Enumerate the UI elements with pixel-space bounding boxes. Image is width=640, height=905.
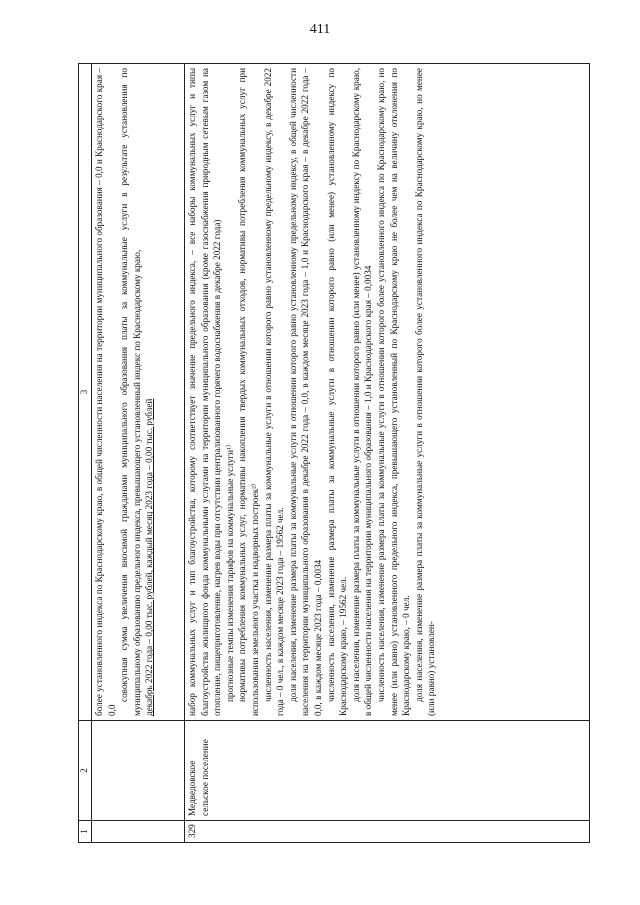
continuation-line: более установленного индекса по Краснодарскому краю, в общей численности населения на территории муниципального образования – 0,0 и Краснодарского края – 0,0 (94, 68, 117, 716)
indicator-paragraph: нормативы потребления коммунальных услуг, нормативы накопления твердых коммунальных отходов, нормативы потребления коммунальных услуг при использовании земельного участка и надворных построек²⁾ (237, 68, 260, 716)
rotated-table-frame (78, 63, 590, 843)
indicator-paragraph: численность населения, изменение размера платы за коммунальные услуги в отношении которого более установленного индекса по Краснодарскому краю, но менее (или равно) установленного предельного индекса, превышающего установленный по Краснодарскому краю не более чем на величину отклонения по Краснодарскому краю, – 0 чел. (375, 68, 412, 716)
indicator-paragraph: набор коммунальных услуг и тип благоустройства, которому соответствует значение предельного индекса, – все наборы коммунальных услуг и типы благоустройства жилищного фонда коммунальными услугами на территории муниципального образования (кроме газоснабжения природным сетевым газом на отопление, пищеприготовление, нагрев воды при отсутствии централизованного горячего водоснабжения в декабре 2022 года) (187, 68, 223, 716)
indicator-paragraph: численность населения, изменение размера платы за коммунальные услуги в отношении которого равно установленному предельному индексу, в декабре 2022 года – 0 чел., в каждом месяце 2023 года – 19562 чел. (262, 68, 286, 716)
table-row-329 (185, 64, 590, 843)
indicator-paragraph: численность населения, изменение размера платы за коммунальные услуги в отношении которого равно (или менее) установленному индексу по Краснодарскому краю, – 19562 чел. (325, 68, 349, 716)
indicator-paragraph: прогнозные темпы изменения тарифов на коммунальные услуги¹⁾ (224, 444, 235, 702)
header-col-3: 3 (79, 64, 92, 721)
indicator-paragraph: доля населения, изменение размера платы за коммунальные услуги в отношении которого равно установленному предельному индексу, в общей численности населения на территории муниципального образования в декабре 2022 года – 0,0, в каждом месяце 2023 года – 1,0 и Краснодарского края – в декабре 2022 года – 0,0, в каждом месяце 2023 года – 0,0034 (287, 68, 323, 716)
continuation-line: декабрь 2022 года – 0,00 тыс. рублей, каждый месяц 2023 года – 0,00 тыс. рублей (144, 398, 155, 716)
continuation-name-cell (92, 721, 185, 821)
table-header-row (79, 64, 92, 843)
header-col-1: 1 (79, 821, 92, 843)
indices-table (78, 63, 590, 843)
indicator-paragraph: доля населения, изменение размера платы за коммунальные услуги в отношении которого равно (или менее) установленному индексу по Краснодарскому краю, в общей численности населения на территории муниципального образования – 1,0 и Краснодарского края – 0,0034 (350, 68, 374, 716)
table-row-continuation (92, 64, 185, 843)
continuation-text-cell (92, 64, 185, 721)
indicators-text-cell (185, 64, 590, 721)
page-number: 411 (309, 22, 331, 37)
continuation-num-cell (92, 821, 185, 843)
row-number: 329 (185, 821, 590, 843)
indicator-paragraph: доля населения, изменение размера платы за коммунальные услуги в отношении которого более установленного индекса по Краснодарскому краю, но менее (или равно) установлен- (413, 68, 437, 716)
municipality-name: Медведовское сельское поселение (185, 721, 590, 821)
rotated-table-container (78, 63, 590, 843)
header-col-2: 2 (79, 721, 92, 821)
continuation-line: совокупная сумма увеличения вносимой гражданами муниципального образования платы за коммунальные услуги в результате установления по муниципальному образованию предельного индекса, превышающего установленный индекс по Краснодарскому краю, (119, 68, 142, 716)
